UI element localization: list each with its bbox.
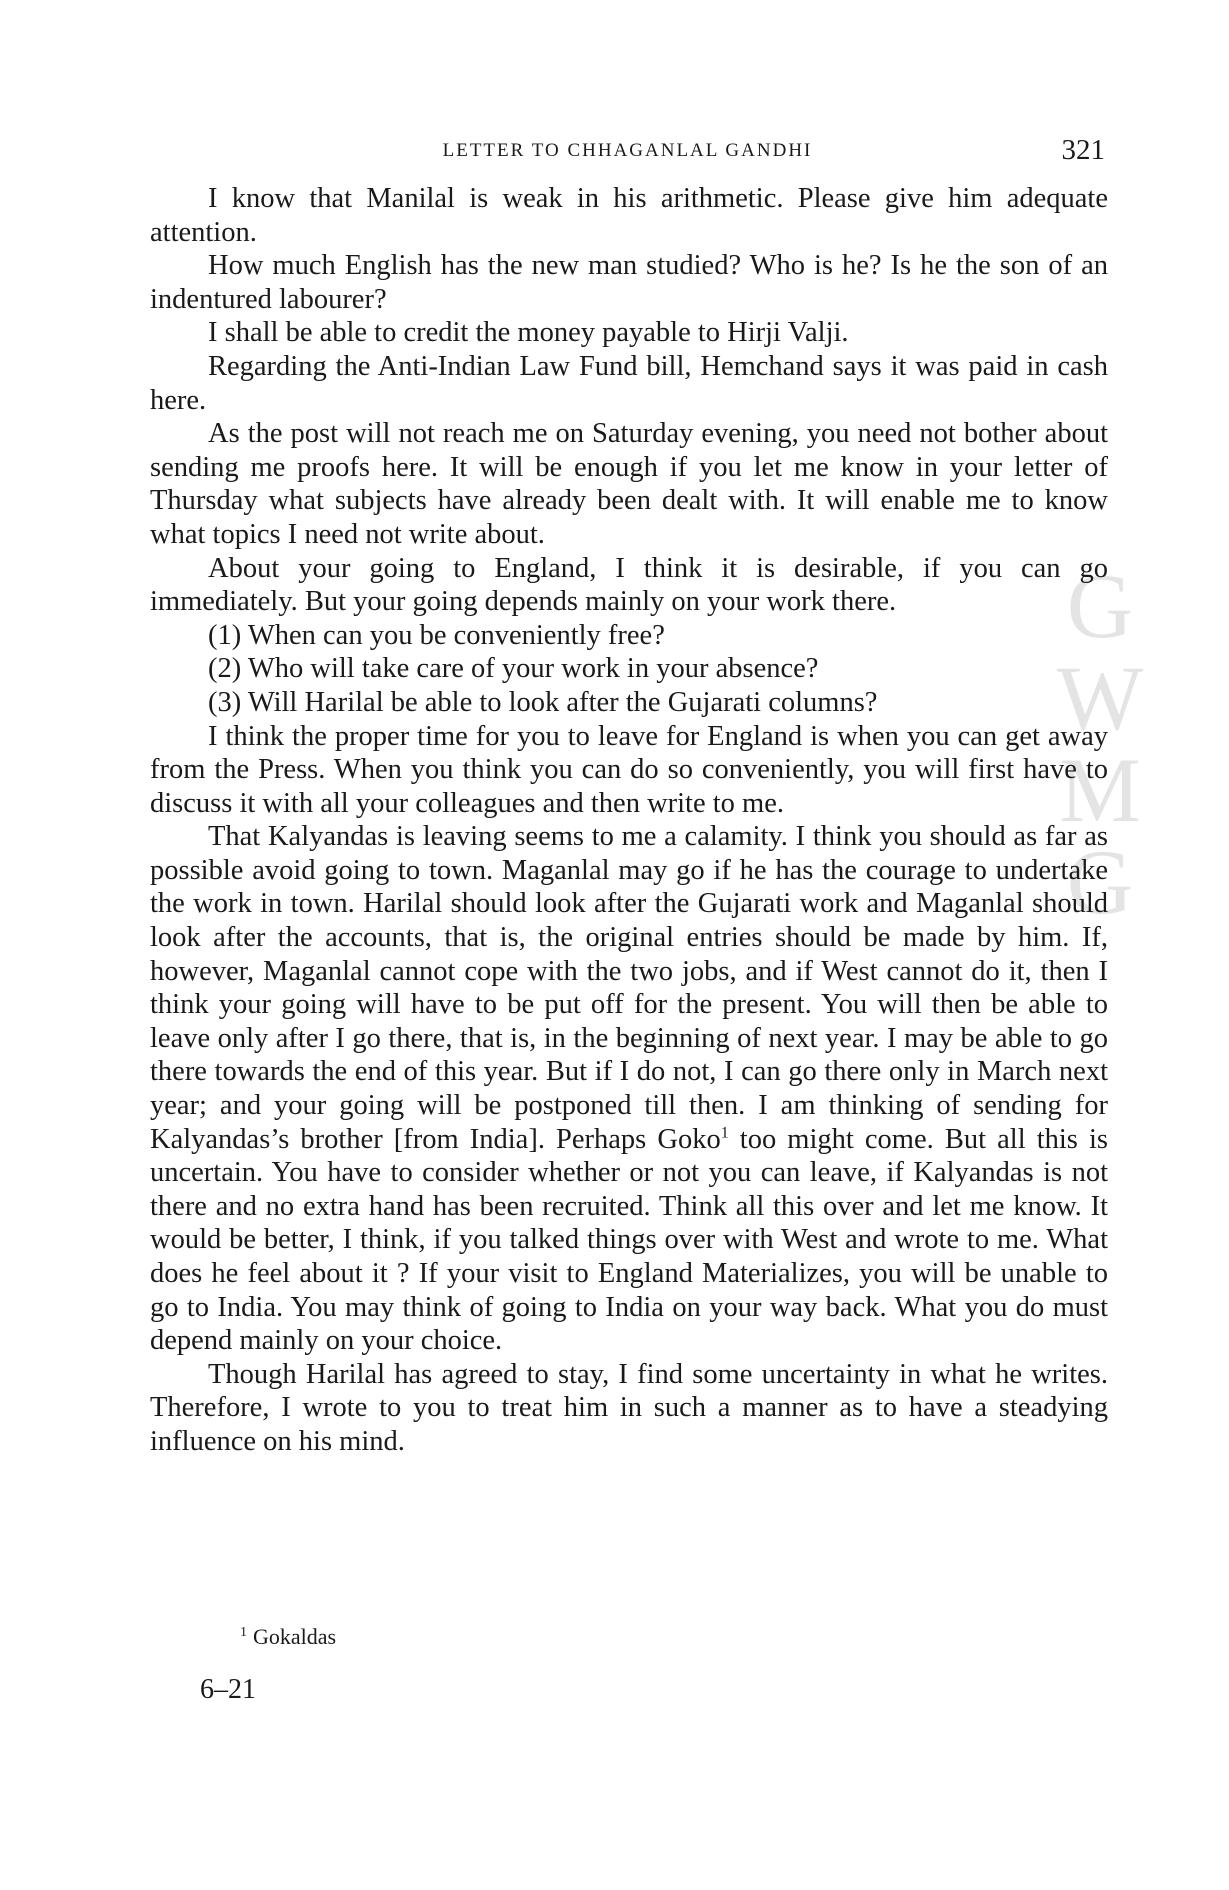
paragraph: About your going to England, I think it is desirable, if you can go immediately. But your going depends mainly on your work there. — [150, 552, 1108, 618]
page-number: 321 — [1061, 134, 1105, 166]
list-item: (1) When can you be conveniently free? — [208, 619, 665, 651]
paragraph: I know that Manilal is weak in his arithmetic. Please give him adequate attention. — [150, 183, 1108, 248]
footnote-marker: 1 — [720, 1124, 729, 1142]
paragraph-text: That Kalyandas is leaving seems to me a calamity. I think you should as far as possible avoid going to town. Maganlal may go if he has the courage to undertake the work in town. Harilal should look after the Gujarati work and Maganlal should look after the accounts, that is, the original entries should be made by him. If, however, Maganlal cannot cope with the two jobs, and if West cannot do it, then I think your going will have to be put off for the present. You will then be able to leave only after I go there, that is, in the beginning of next year. I may be able to go there towards the end of this year. But if I do not, I can go there only in March next year; and your going will be postponed till then. I am thinking of sending for Kalyandas’s brother [from India]. Perhaps Goko — [150, 821, 1108, 1155]
running-title: LETTER TO CHHAGANLAL GANDHI — [442, 140, 813, 161]
paragraph-text: too might come. But all this is uncertain. You have to consider whether or not you can leave, if Kalyandas is not there and no extra hand has been recruited. Think all this over and let me know. It would be better, I think, if you talked things over with West and wrote to me. What does he feel about it ? If your visit to England Materializes, you will be unable to go to India. You may think of going to India on your way back. What you do must depend mainly on your choice. — [150, 1123, 1108, 1357]
footnote-number: 1 — [240, 1624, 247, 1640]
paragraph: I think the proper time for you to leave for England is when you can get away from the Press. When you think you can do so conveniently, you will first have to discuss it with all your colleagues and then write to me. — [150, 720, 1108, 819]
paragraph: As the post will not reach me on Saturday evening, you need not bother about sending me proofs here. It will be enough if you let me know in your letter of Thursday what subjects have already been dealt with. It will enable me to know what topics I need not write about. — [150, 418, 1108, 550]
footnote — [240, 1624, 336, 1650]
paragraph-with-footnote — [150, 820, 1108, 1358]
paragraph: Regarding the Anti-Indian Law Fund bill, Hemchand says it was paid in cash here. — [150, 350, 1108, 416]
list-item: (2) Who will take care of your work in your absence? — [208, 653, 819, 685]
watermark-text: GWMG — [1056, 555, 1144, 933]
list-item: (3) Will Harilal be able to look after the Gujarati columns? — [208, 686, 878, 718]
paragraph: How much English has the new man studied? Who is he? Is he the son of an indentured labourer? — [150, 250, 1108, 315]
letter-body — [150, 182, 1108, 1459]
paragraph: Though Harilal has agreed to stay, I find some uncertainty in what he writes. Therefore, I wrote to you to treat him in such a manner as to have a steadying influence on his mind. — [150, 1358, 1108, 1457]
running-header — [150, 134, 1105, 168]
paragraph: I shall be able to credit the money payable to Hirji Valji. — [208, 317, 849, 349]
signature-mark: 6–21 — [200, 1674, 256, 1705]
footnote-text: Gokaldas — [253, 1624, 337, 1649]
